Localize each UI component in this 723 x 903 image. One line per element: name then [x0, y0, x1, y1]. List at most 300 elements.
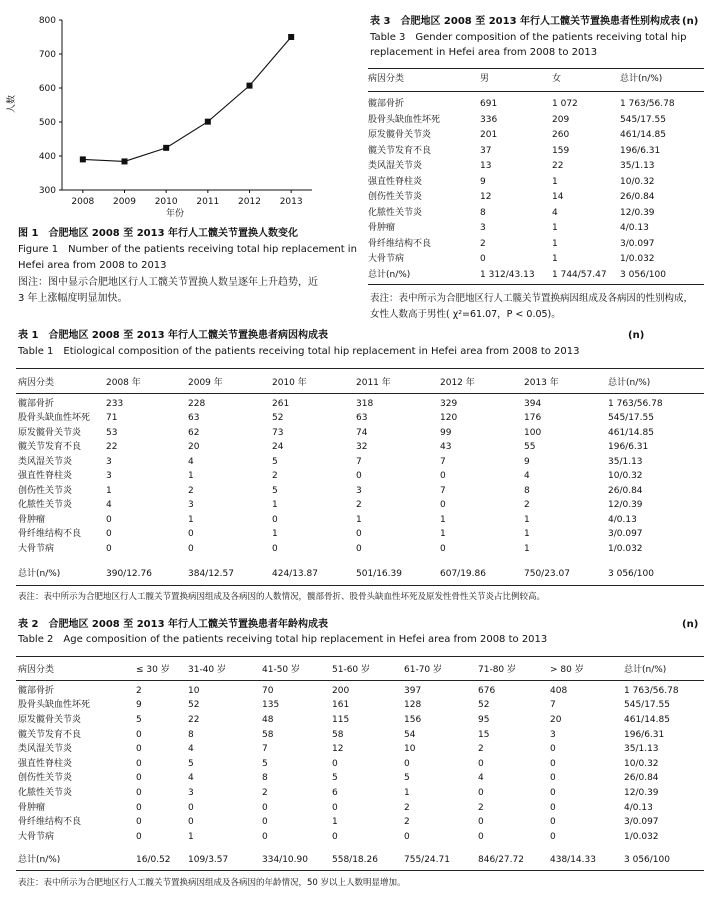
- figure1-caption-cn: 图 1 合肥地区 2008 至 2013 年行人工髋关节置换人数变化: [18, 228, 299, 239]
- table-cell: 3: [188, 500, 194, 511]
- table-row: [18, 441, 704, 456]
- table-cell: 0: [550, 787, 556, 798]
- table-cell: 1: [356, 514, 362, 525]
- table-cell: 2: [524, 500, 530, 511]
- table-cell: 1: [272, 500, 278, 511]
- table2-header: [18, 663, 704, 677]
- table-cell: 4: [188, 456, 194, 467]
- header-cell: 男: [480, 73, 490, 84]
- table-cell: 329: [440, 398, 458, 409]
- table-cell: 63: [188, 413, 200, 424]
- data-point-marker: [288, 34, 294, 40]
- table-cell: 创伤性关节炎: [18, 773, 73, 784]
- table-cell: 7: [550, 700, 556, 711]
- table-cell: 161: [332, 700, 350, 711]
- table-cell: 0: [550, 744, 556, 755]
- table-cell: 0: [136, 831, 142, 842]
- table-cell: 骨纤维结构不良: [368, 238, 432, 249]
- table-cell: 大骨节病: [18, 831, 55, 842]
- table-cell: 0: [262, 802, 268, 813]
- table-cell: 8: [480, 207, 486, 218]
- table-cell: 545/17.55: [608, 413, 654, 424]
- table-cell: 9: [480, 176, 486, 187]
- table-row: [18, 830, 704, 845]
- table1-header-rule: [16, 393, 704, 394]
- table-cell: 37: [480, 145, 492, 156]
- table-cell: 4/0.13: [608, 514, 637, 525]
- table-cell: 骨纤维结构不良: [18, 529, 82, 540]
- table-cell: 260: [552, 130, 570, 141]
- table-cell: 558/18.26: [332, 854, 378, 865]
- y-tick-label: 700: [38, 50, 56, 60]
- table-cell: 髋关节发育不良: [368, 145, 432, 156]
- table-row: [18, 699, 704, 714]
- table-cell: 201: [480, 130, 498, 141]
- table-cell: 501/16.39: [356, 568, 402, 579]
- table-cell: 200: [332, 685, 350, 696]
- table-cell: 10/0.32: [608, 471, 643, 482]
- table-cell: 1: [188, 514, 194, 525]
- table-cell: 强直性脊柱炎: [18, 471, 73, 482]
- table-cell: 1/0.032: [624, 831, 659, 842]
- table-cell: 0: [550, 817, 556, 828]
- table-cell: 607/19.86: [440, 568, 486, 579]
- table1: [18, 376, 704, 390]
- table-row: [368, 144, 704, 160]
- table-cell: 15: [478, 729, 490, 740]
- table-cell: 58: [262, 729, 274, 740]
- table-cell: 1: [106, 485, 112, 496]
- table1-caption-cn: 表 1 合肥地区 2008 至 2013 年行人工髋关节置换患者病因构成表: [18, 330, 329, 341]
- table-cell: 63: [356, 413, 368, 424]
- table-cell: 755/24.71: [404, 854, 450, 865]
- chart-xlabel: 年份: [165, 209, 185, 219]
- table-cell: 1: [332, 817, 338, 828]
- table-cell: 176: [524, 413, 542, 424]
- table-row: [18, 397, 704, 412]
- table-row: [18, 484, 704, 499]
- y-tick-label: 500: [38, 118, 56, 128]
- y-tick-label: 600: [38, 84, 56, 94]
- table-cell: 5: [404, 773, 410, 784]
- table-cell: 52: [272, 413, 284, 424]
- table-row: [18, 757, 704, 772]
- header-cell: > 80 岁: [550, 664, 584, 675]
- y-tick-label: 800: [38, 16, 56, 26]
- table-cell: 3: [106, 471, 112, 482]
- table-cell: 5: [272, 485, 278, 496]
- table-cell: 原发髋骨关节炎: [368, 130, 432, 141]
- table-cell: 1 744/57.47: [552, 269, 607, 280]
- table-cell: 总计(n/%): [18, 568, 61, 579]
- table-cell: 26/0.84: [620, 192, 655, 203]
- table-cell: 14: [552, 192, 564, 203]
- table-cell: 397: [404, 685, 422, 696]
- table-cell: 髋部骨折: [18, 685, 55, 696]
- table-cell: 3: [480, 223, 486, 234]
- table-row: [368, 206, 704, 222]
- table2-caption-en: Table 2 Age composition of the patients receiving total hip replacement in Hefei area from 2008 to 2013: [18, 634, 548, 645]
- table-cell: 100: [524, 427, 542, 438]
- data-point-marker: [80, 156, 86, 162]
- table-cell: 2: [136, 685, 142, 696]
- x-tick-label: 2011: [196, 197, 220, 207]
- table-cell: 52: [188, 700, 200, 711]
- table3-note-2: 女性人数高于男性( χ²=61.07，P < 0.05)。: [370, 309, 561, 320]
- table2-total: [18, 853, 704, 867]
- table-cell: 35/1.13: [608, 456, 643, 467]
- table-cell: 35/1.13: [620, 161, 655, 172]
- table-cell: 1 312/43.13: [480, 269, 535, 280]
- figure1-caption-en-1: Figure 1 Number of the patients receiving total hip replacement in: [18, 244, 357, 255]
- table-cell: 4: [106, 500, 112, 511]
- table-cell: 0: [478, 831, 484, 842]
- table-cell: 3: [188, 787, 194, 798]
- table-cell: 5: [188, 758, 194, 769]
- header-cell: 41-50 岁: [262, 664, 301, 675]
- table-cell: 5: [332, 773, 338, 784]
- series-line: [83, 37, 291, 161]
- table-cell: 0: [272, 514, 278, 525]
- table3-body: [368, 97, 704, 268]
- table-cell: 0: [332, 802, 338, 813]
- table-cell: 类风湿关节炎: [18, 744, 73, 755]
- chart-series: [80, 34, 294, 164]
- table-cell: 总计(n/%): [18, 854, 61, 865]
- table-cell: 10: [404, 744, 416, 755]
- table-cell: 196/6.31: [624, 729, 665, 740]
- table-cell: 9: [136, 700, 142, 711]
- table-row: [18, 455, 704, 470]
- table-cell: 20: [188, 442, 200, 453]
- table2-caption-cn: 表 2 合肥地区 2008 至 2013 年行人工髋关节置换患者年龄构成表: [18, 619, 329, 630]
- table1-bottom-rule: [16, 585, 704, 586]
- table-cell: 12/0.39: [624, 787, 659, 798]
- table3-header-rule: [368, 91, 704, 92]
- table-cell: 1: [404, 787, 410, 798]
- figure1-line-chart: [0, 0, 320, 225]
- table-cell: 2: [478, 744, 484, 755]
- table-cell: 55: [524, 442, 536, 453]
- table3: [368, 72, 704, 86]
- table3-caption-en-1: Table 3 Gender composition of the patients receiving total hip: [370, 32, 687, 43]
- header-cell: 2012 年: [440, 377, 475, 388]
- table-cell: 1: [188, 831, 194, 842]
- table-cell: 0: [136, 729, 142, 740]
- y-tick-label: 300: [38, 186, 56, 196]
- table3-note-1: 表注：表中所示为合肥地区行人工髋关节置换病因组成及各病因的性别构成，: [370, 293, 694, 304]
- table-cell: 1: [272, 529, 278, 540]
- table2-unit: (n): [682, 619, 699, 630]
- table-cell: 2: [404, 802, 410, 813]
- table-cell: 71: [106, 413, 118, 424]
- table-cell: 4/0.13: [624, 802, 653, 813]
- table-cell: 0: [550, 802, 556, 813]
- table-cell: 22: [188, 714, 200, 725]
- table-cell: 7: [440, 485, 446, 496]
- table-cell: 化脓性关节炎: [368, 207, 423, 218]
- table-cell: 750/23.07: [524, 568, 570, 579]
- header-row: [18, 376, 704, 390]
- table-cell: 70: [262, 685, 274, 696]
- table-cell: 0: [136, 773, 142, 784]
- header-cell: 总计(n/%): [624, 664, 667, 675]
- table-cell: 318: [356, 398, 374, 409]
- table-row: [18, 412, 704, 427]
- header-cell: 女: [552, 73, 562, 84]
- table-cell: 156: [404, 714, 422, 725]
- table-cell: 0: [106, 514, 112, 525]
- table-cell: 1: [188, 471, 194, 482]
- table-cell: 54: [404, 729, 416, 740]
- table-cell: 3 056/100: [608, 568, 654, 579]
- table-row: [368, 268, 704, 282]
- table2-body: [18, 684, 704, 845]
- table-cell: 109/3.57: [188, 854, 229, 865]
- table2-note: 表注：表中所示为合肥地区行人工髋关节置换病因组成及各病因的年龄情况，50 岁以上人数明显增加。: [18, 878, 406, 888]
- table-cell: 原发髋骨关节炎: [18, 714, 82, 725]
- table-row: [368, 252, 704, 268]
- table-cell: 类风湿关节炎: [18, 456, 73, 467]
- table-cell: 3: [356, 485, 362, 496]
- table-cell: 0: [262, 831, 268, 842]
- table-cell: 8: [262, 773, 268, 784]
- data-point-marker: [247, 83, 253, 89]
- table2-bottom-rule: [16, 870, 704, 871]
- table-cell: 846/27.72: [478, 854, 524, 865]
- table-cell: 3: [106, 456, 112, 467]
- table-cell: 5: [272, 456, 278, 467]
- table-cell: 1: [524, 514, 530, 525]
- table-cell: 12/0.39: [608, 500, 643, 511]
- table-row: [18, 499, 704, 514]
- table-cell: 骨纤维结构不良: [18, 817, 82, 828]
- table-cell: 0: [550, 773, 556, 784]
- table-cell: 3 056/100: [620, 269, 666, 280]
- table3-total: [368, 268, 704, 282]
- table-cell: 10: [188, 685, 200, 696]
- table-cell: 1: [552, 254, 558, 265]
- table1-header: [18, 376, 704, 390]
- table-cell: 99: [440, 427, 452, 438]
- table-cell: 0: [106, 529, 112, 540]
- table-cell: 3/0.097: [620, 238, 655, 249]
- table-row: [368, 237, 704, 253]
- table-cell: 228: [188, 398, 206, 409]
- table-cell: 20: [550, 714, 562, 725]
- table-cell: 0: [136, 758, 142, 769]
- table-cell: 196/6.31: [608, 442, 649, 453]
- table-cell: 0: [332, 831, 338, 842]
- table-cell: 骨肿瘤: [368, 223, 396, 234]
- table-cell: 4: [188, 773, 194, 784]
- table-cell: 强直性脊柱炎: [368, 176, 423, 187]
- table-cell: 骨肿瘤: [18, 514, 46, 525]
- table-cell: 26/0.84: [624, 773, 659, 784]
- table1-note: 表注：表中所示为合肥地区行人工髋关节置换病因组成及各病因的人数情况，髋部骨折、股骨头缺血性坏死及原发性骨性关节炎占比例较高。: [18, 592, 546, 602]
- x-tick-label: 2009: [113, 197, 136, 207]
- header-cell: 71-80 岁: [478, 664, 517, 675]
- table1-top-rule: [16, 368, 704, 369]
- header-cell: 61-70 岁: [404, 664, 443, 675]
- table-cell: 545/17.55: [624, 700, 670, 711]
- table-cell: 2: [480, 238, 486, 249]
- table-cell: 0: [478, 758, 484, 769]
- table-cell: 3 056/100: [624, 854, 670, 865]
- table-cell: 2: [188, 485, 194, 496]
- table-cell: 10/0.32: [624, 758, 659, 769]
- table-cell: 1: [440, 514, 446, 525]
- table-cell: 62: [188, 427, 200, 438]
- table-cell: 394: [524, 398, 542, 409]
- table-cell: 95: [478, 714, 490, 725]
- table-cell: 骨肿瘤: [18, 802, 46, 813]
- table-cell: 3/0.097: [624, 817, 659, 828]
- table-cell: 0: [404, 831, 410, 842]
- table-cell: 2: [272, 471, 278, 482]
- table-cell: 4: [478, 773, 484, 784]
- table-cell: 6: [332, 787, 338, 798]
- table-cell: 大骨节病: [18, 543, 55, 554]
- table1-unit: (n): [628, 330, 645, 341]
- table-cell: 691: [480, 99, 498, 110]
- table-row: [18, 528, 704, 543]
- table-row: [18, 742, 704, 757]
- table-row: [368, 221, 704, 237]
- header-row: [368, 72, 704, 86]
- table-cell: 7: [262, 744, 268, 755]
- header-cell: 病因分类: [368, 73, 405, 84]
- table-cell: 196/6.31: [620, 145, 661, 156]
- table-row: [18, 801, 704, 816]
- header-cell: 31-40 岁: [188, 664, 227, 675]
- table-cell: 髋部骨折: [368, 99, 405, 110]
- table-cell: 545/17.55: [620, 114, 666, 125]
- table-row: [18, 728, 704, 743]
- table-cell: 0: [136, 802, 142, 813]
- table-cell: 1: [552, 238, 558, 249]
- table-cell: 髋关节发育不良: [18, 729, 82, 740]
- table-cell: 408: [550, 685, 568, 696]
- table3-bottom-rule: [368, 284, 704, 285]
- table-row: [18, 542, 704, 557]
- header-cell: 2010 年: [272, 377, 307, 388]
- table-cell: 0: [272, 543, 278, 554]
- table-cell: 13: [480, 161, 492, 172]
- table-row: [18, 513, 704, 528]
- data-point-marker: [163, 145, 169, 151]
- table-cell: 创伤性关节炎: [18, 485, 73, 496]
- table-cell: 4: [524, 471, 530, 482]
- table-cell: 12: [480, 192, 492, 203]
- table-cell: 2: [262, 787, 268, 798]
- table-cell: 1 072: [552, 99, 578, 110]
- table-cell: 1/0.032: [620, 254, 655, 265]
- table-cell: 5: [136, 714, 142, 725]
- chart-axes: [62, 20, 312, 190]
- table-row: [368, 128, 704, 144]
- table-cell: 0: [188, 802, 194, 813]
- table-cell: 120: [440, 413, 458, 424]
- table-cell: 35/1.13: [624, 744, 659, 755]
- table-row: [368, 97, 704, 113]
- table3-header: [368, 72, 704, 86]
- table-cell: 0: [440, 471, 446, 482]
- table-cell: 大骨节病: [368, 254, 405, 265]
- table-cell: 4: [188, 744, 194, 755]
- chart-ticks: [39, 16, 303, 207]
- table-row: [18, 567, 704, 581]
- table-cell: 7: [356, 456, 362, 467]
- table-cell: 424/13.87: [272, 568, 318, 579]
- table3-caption-en-2: replacement in Hefei area from 2008 to 2013: [370, 47, 598, 58]
- table-cell: 2: [356, 500, 362, 511]
- table-cell: 676: [478, 685, 496, 696]
- table-cell: 0: [404, 758, 410, 769]
- table1-total: [18, 567, 704, 581]
- header-row: [18, 663, 704, 677]
- table3-top-rule: [368, 68, 704, 69]
- table2: [18, 663, 704, 677]
- table-cell: 32: [356, 442, 368, 453]
- table-cell: 股骨头缺血性坏死: [18, 700, 91, 711]
- table-cell: 461/14.85: [620, 130, 666, 141]
- table-cell: 股骨头缺血性坏死: [18, 413, 91, 424]
- table-cell: 159: [552, 145, 570, 156]
- table-cell: 43: [440, 442, 452, 453]
- x-tick-label: 2010: [154, 197, 178, 207]
- table-cell: 0: [188, 817, 194, 828]
- table-cell: 1 763/56.78: [620, 99, 675, 110]
- table-cell: 类风湿关节炎: [368, 161, 423, 172]
- table-cell: 2: [478, 802, 484, 813]
- table-cell: 334/10.90: [262, 854, 308, 865]
- table1-body: [18, 397, 704, 557]
- table-cell: 0: [478, 817, 484, 828]
- table-cell: 1: [524, 529, 530, 540]
- table-row: [18, 772, 704, 787]
- table-row: [18, 684, 704, 699]
- table-cell: 22: [106, 442, 118, 453]
- table-cell: 0: [440, 500, 446, 511]
- header-cell: 总计(n/%): [608, 377, 651, 388]
- table-row: [368, 113, 704, 129]
- table-cell: 8: [188, 729, 194, 740]
- table-cell: 10/0.32: [620, 176, 655, 187]
- table-cell: 1 763/56.78: [608, 398, 663, 409]
- header-cell: 总计(n/%): [620, 73, 663, 84]
- table2-header-rule: [16, 680, 704, 681]
- table-cell: 52: [478, 700, 490, 711]
- table-cell: 16/0.52: [136, 854, 171, 865]
- table-cell: 461/14.85: [608, 427, 654, 438]
- table-cell: 8: [524, 485, 530, 496]
- header-cell: 51-60 岁: [332, 664, 371, 675]
- table-cell: 73: [272, 427, 284, 438]
- table-cell: 336: [480, 114, 498, 125]
- table-cell: 1: [440, 529, 446, 540]
- table-cell: 5: [262, 758, 268, 769]
- table-row: [368, 159, 704, 175]
- x-tick-label: 2008: [71, 197, 95, 207]
- table-cell: 1: [552, 176, 558, 187]
- x-tick-label: 2012: [238, 197, 261, 207]
- table-cell: 0: [478, 787, 484, 798]
- figure1-note-2: 3 年上涨幅度明显加快。: [18, 293, 128, 304]
- table-cell: 0: [188, 543, 194, 554]
- table-cell: 9: [524, 456, 530, 467]
- table-row: [18, 786, 704, 801]
